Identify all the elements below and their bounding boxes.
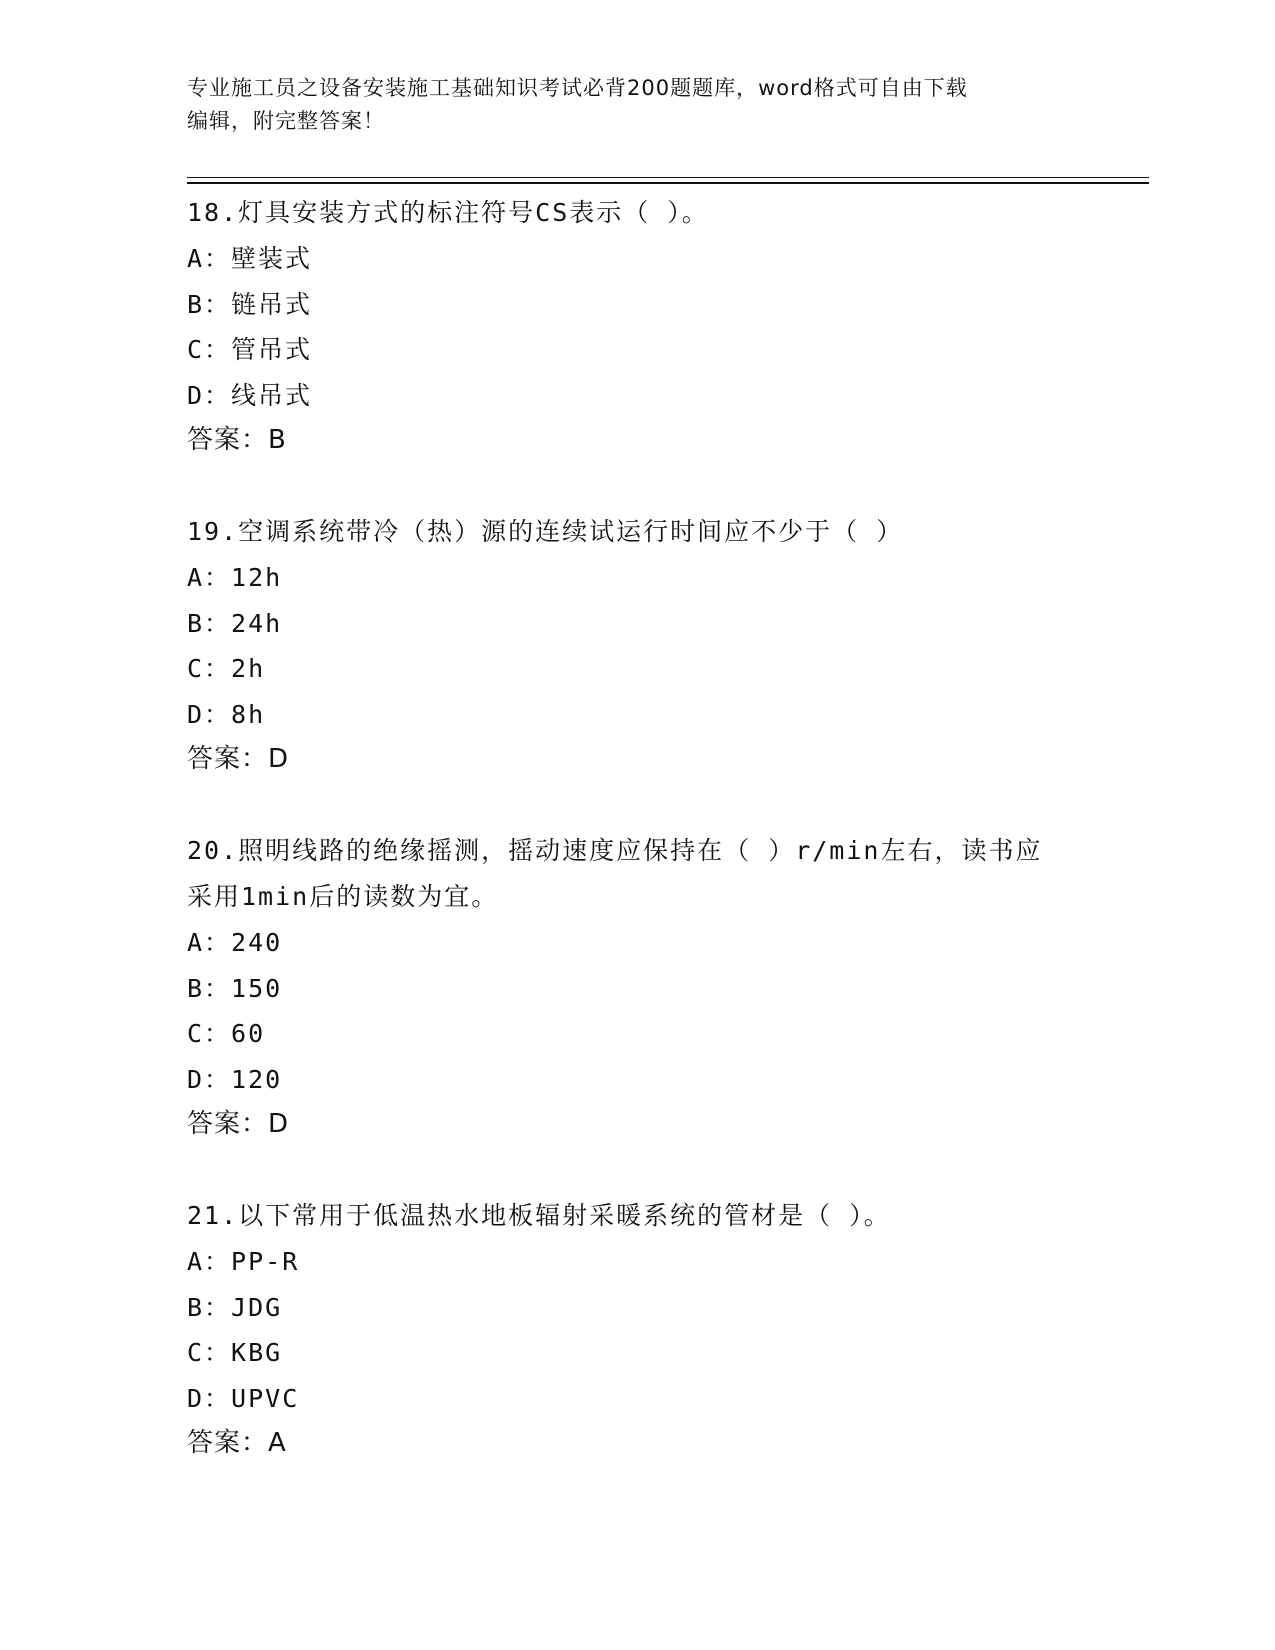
option-a: A：240	[187, 928, 283, 957]
question-18	[187, 190, 1087, 463]
question-stem: 20.照明线路的绝缘摇测，摇动速度应保持在（ ）r/min左右，读书应	[187, 836, 1043, 865]
option-c: C：2h	[187, 654, 266, 683]
option-d: D：120	[187, 1064, 283, 1094]
option-c: C：管吊式	[187, 335, 313, 364]
option-d: D：8h	[187, 699, 266, 729]
option-b: B：链吊式	[187, 289, 313, 319]
question-stem-continued: 采用1min后的读数为宜。	[187, 882, 499, 911]
question-stem: 21.以下常用于低温热水地板辐射采暖系统的管材是（ ）。	[187, 1201, 891, 1230]
option-b: B：150	[187, 973, 283, 1003]
question-stem: 19.空调系统带冷（热）源的连续试运行时间应不少于（ ）	[187, 517, 904, 546]
question-stem: 18.灯具安装方式的标注符号CS表示（ ）。	[187, 198, 709, 227]
header-line: 专业施工员之设备安装施工基础知识考试必背200题题库，word格式可自由下载	[187, 76, 968, 100]
option-b: B：24h	[187, 608, 283, 638]
header-divider-thick	[187, 182, 1149, 184]
option-a: A：壁装式	[187, 244, 313, 273]
option-b: B：JDG	[187, 1292, 283, 1322]
answer-line: 答案：D	[187, 744, 290, 774]
document-header	[187, 72, 1087, 138]
header-line: 编辑，附完整答案！	[187, 109, 385, 133]
answer-line: 答案：B	[187, 425, 287, 455]
option-c: C：KBG	[187, 1338, 283, 1367]
question-19	[187, 509, 1087, 782]
option-d: D：UPVC	[187, 1383, 300, 1413]
option-a: A：PP-R	[187, 1247, 300, 1276]
option-a: A：12h	[187, 563, 283, 592]
option-d: D：线吊式	[187, 380, 313, 410]
question-list	[187, 190, 1087, 1512]
question-21	[187, 1193, 1087, 1466]
answer-line: 答案：A	[187, 1428, 287, 1458]
header-divider-thin	[187, 177, 1149, 178]
option-c: C：60	[187, 1019, 266, 1048]
answer-line: 答案：D	[187, 1109, 290, 1139]
question-20	[187, 828, 1087, 1147]
